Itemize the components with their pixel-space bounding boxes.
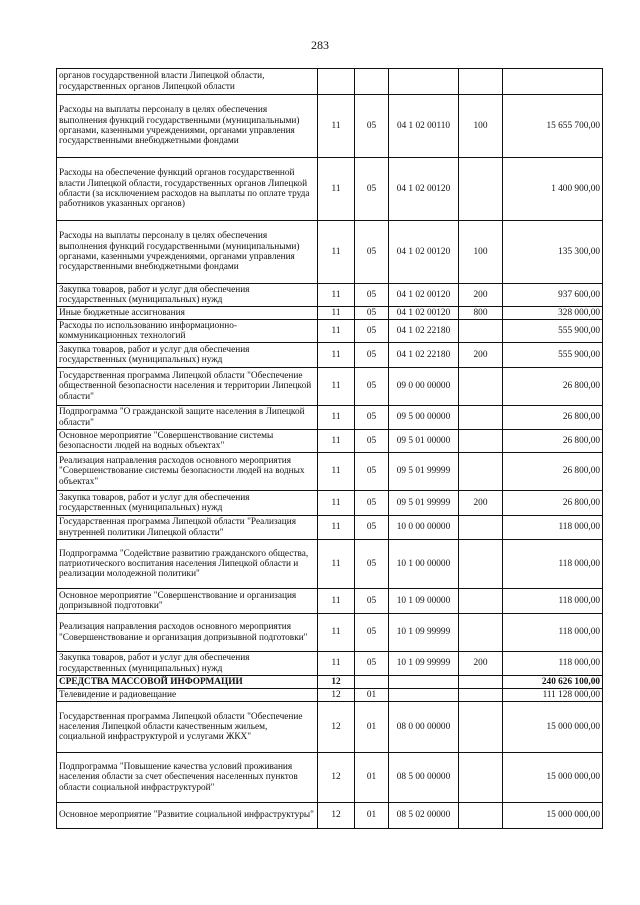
table-row: [57, 614, 603, 652]
target-article-cell: 10 1 09 99999: [389, 614, 459, 652]
expense-type-cell: [459, 676, 503, 689]
section-cell: 11: [318, 95, 355, 158]
subsection-cell: 05: [355, 368, 389, 406]
expense-name-cell: Основное мероприятие "Развитие социальной инфраструктуры": [57, 803, 318, 829]
subsection-cell: 05: [355, 430, 389, 453]
section-cell: 11: [318, 221, 355, 284]
table-row: [57, 491, 603, 516]
target-article-cell: [389, 69, 459, 95]
target-article-cell: 08 5 02 00000: [389, 803, 459, 829]
subsection-cell: 05: [355, 589, 389, 614]
expense-type-cell: 200: [459, 343, 503, 368]
table-row: [57, 69, 603, 95]
subsection-cell: 05: [355, 284, 389, 307]
target-article-cell: 04 1 02 00120: [389, 221, 459, 284]
table-row: [57, 406, 603, 430]
target-article-cell: 08 5 00 00000: [389, 753, 459, 803]
expense-name-cell: Государственная программа Липецкой области "Обеспечение общественной безопасности населения и территории Липецкой области": [57, 368, 318, 406]
table-row: [57, 320, 603, 343]
table-row: [57, 307, 603, 320]
target-article-cell: 04 1 02 00120: [389, 158, 459, 221]
target-article-cell: [389, 676, 459, 689]
target-article-cell: 08 0 00 00000: [389, 702, 459, 753]
amount-cell: 328 000,00: [503, 307, 603, 320]
table-row: [57, 803, 603, 829]
subsection-cell: 05: [355, 158, 389, 221]
section-cell: 11: [318, 343, 355, 368]
target-article-cell: 09 5 01 99999: [389, 453, 459, 491]
amount-cell: 135 300,00: [503, 221, 603, 284]
expense-name-cell: Основное мероприятие "Совершенствование системы безопасности людей на водных объектах": [57, 430, 318, 453]
amount-cell: 26 800,00: [503, 453, 603, 491]
expense-name-cell: Закупка товаров, работ и услуг для обеспечения государственных (муниципальных) нужд: [57, 652, 318, 676]
amount-cell: 555 900,00: [503, 343, 603, 368]
section-cell: 12: [318, 702, 355, 753]
expense-type-cell: [459, 158, 503, 221]
expense-type-cell: [459, 320, 503, 343]
section-cell: 11: [318, 614, 355, 652]
expense-type-cell: [459, 803, 503, 829]
subsection-cell: 01: [355, 689, 389, 702]
expense-type-cell: [459, 406, 503, 430]
target-article-cell: 09 5 01 00000: [389, 430, 459, 453]
amount-cell: 118 000,00: [503, 652, 603, 676]
expense-type-cell: 100: [459, 221, 503, 284]
section-cell: 11: [318, 453, 355, 491]
expense-type-cell: 200: [459, 284, 503, 307]
expense-type-cell: [459, 540, 503, 589]
target-article-cell: 04 1 02 22180: [389, 343, 459, 368]
section-cell: 11: [318, 491, 355, 516]
expense-name-cell: Иные бюджетные ассигнования: [57, 307, 318, 320]
table-row: [57, 589, 603, 614]
expense-name-cell: Расходы на выплаты персоналу в целях обеспечения выполнения функций государственными (муниципальными) органами, казенными учреждениями, органами управления государственными внебюджетными фондами: [57, 95, 318, 158]
expense-type-cell: [459, 430, 503, 453]
expense-type-cell: 100: [459, 95, 503, 158]
expense-type-cell: [459, 589, 503, 614]
subsection-cell: 05: [355, 95, 389, 158]
section-cell: 11: [318, 540, 355, 589]
expense-type-cell: [459, 689, 503, 702]
section-cell: 11: [318, 516, 355, 540]
amount-cell: 15 000 000,00: [503, 803, 603, 829]
target-article-cell: 10 1 00 00000: [389, 540, 459, 589]
table-row: [57, 516, 603, 540]
expense-name-cell: Подпрограмма "Содействие развитию гражданского общества, патриотического воспитания населения Липецкой области и реализации молодежной политики": [57, 540, 318, 589]
section-cell: 11: [318, 320, 355, 343]
expense-type-cell: [459, 753, 503, 803]
target-article-cell: 10 1 09 99999: [389, 652, 459, 676]
subsection-cell: [355, 676, 389, 689]
section-cell: 12: [318, 753, 355, 803]
subsection-cell: 05: [355, 343, 389, 368]
expense-name-cell: Расходы на обеспечение функций органов государственной власти Липецкой области, государственных органов Липецкой области (за исключением расходов на выплаты по оплате труда работников указанных органов): [57, 158, 318, 221]
section-cell: 11: [318, 307, 355, 320]
expense-type-cell: [459, 614, 503, 652]
subsection-cell: [355, 69, 389, 95]
table-row: [57, 343, 603, 368]
section-cell: 12: [318, 803, 355, 829]
table-row: [57, 158, 603, 221]
expense-name-cell: СРЕДСТВА МАССОВОЙ ИНФОРМАЦИИ: [57, 676, 318, 689]
section-cell: 12: [318, 676, 355, 689]
target-article-cell: 04 1 02 00110: [389, 95, 459, 158]
table-row: [57, 753, 603, 803]
subsection-cell: 05: [355, 320, 389, 343]
table-row: [57, 453, 603, 491]
expense-name-cell: Телевидение и радиовещание: [57, 689, 318, 702]
section-cell: 11: [318, 589, 355, 614]
expense-type-cell: [459, 516, 503, 540]
amount-cell: 26 800,00: [503, 491, 603, 516]
target-article-cell: 10 1 09 00000: [389, 589, 459, 614]
table-row: [57, 430, 603, 453]
table-row: [57, 652, 603, 676]
target-article-cell: 04 1 02 00120: [389, 307, 459, 320]
amount-cell: [503, 69, 603, 95]
subsection-cell: 01: [355, 803, 389, 829]
subsection-cell: 05: [355, 491, 389, 516]
expense-type-cell: [459, 368, 503, 406]
expense-name-cell: Государственная программа Липецкой области "Реализация внутренней политики Липецкой области": [57, 516, 318, 540]
subsection-cell: 05: [355, 406, 389, 430]
amount-cell: 555 900,00: [503, 320, 603, 343]
table-row: [57, 540, 603, 589]
amount-cell: 118 000,00: [503, 614, 603, 652]
expense-type-cell: [459, 453, 503, 491]
subsection-cell: 05: [355, 516, 389, 540]
page-number: 283: [311, 38, 329, 52]
expense-name-cell: Подпрограмма "Повышение качества условий проживания населения области за счет обеспечения населенных пунктов области социальной инфраструктурой": [57, 753, 318, 803]
expense-name-cell: Расходы по использованию информационно-коммуникационных технологий: [57, 320, 318, 343]
section-cell: 11: [318, 284, 355, 307]
target-article-cell: 09 5 01 99999: [389, 491, 459, 516]
subsection-cell: 05: [355, 540, 389, 589]
table-row: [57, 702, 603, 753]
table-row: [57, 95, 603, 158]
amount-cell: 26 800,00: [503, 430, 603, 453]
table-row: [57, 689, 603, 702]
target-article-cell: 04 1 02 22180: [389, 320, 459, 343]
expense-name-cell: Основное мероприятие "Совершенствование и организация допризывной подготовки": [57, 589, 318, 614]
subsection-cell: 05: [355, 614, 389, 652]
expense-type-cell: 200: [459, 652, 503, 676]
expense-type-cell: [459, 69, 503, 95]
table-row: [57, 284, 603, 307]
budget-table: [56, 68, 603, 829]
table-row: [57, 676, 603, 689]
amount-cell: 118 000,00: [503, 516, 603, 540]
target-article-cell: [389, 689, 459, 702]
section-cell: 11: [318, 430, 355, 453]
subsection-cell: 05: [355, 453, 389, 491]
expense-name-cell: Подпрограмма "О гражданской защите населения в Липецкой области": [57, 406, 318, 430]
subsection-cell: 05: [355, 221, 389, 284]
table-body: [57, 69, 603, 829]
table-row: [57, 368, 603, 406]
target-article-cell: 09 5 00 00000: [389, 406, 459, 430]
amount-cell: 15 000 000,00: [503, 702, 603, 753]
amount-cell: 26 800,00: [503, 406, 603, 430]
expense-type-cell: 800: [459, 307, 503, 320]
section-cell: 11: [318, 406, 355, 430]
expense-type-cell: 200: [459, 491, 503, 516]
section-cell: 11: [318, 368, 355, 406]
amount-cell: 118 000,00: [503, 540, 603, 589]
expense-name-cell: Расходы на выплаты персоналу в целях обеспечения выполнения функций государственными (муниципальными) органами, казенными учреждениями, органами управления государственными внебюджетными фондами: [57, 221, 318, 284]
target-article-cell: 10 0 00 00000: [389, 516, 459, 540]
expense-name-cell: Государственная программа Липецкой области "Обеспечение населения Липецкой области качественным жильем, социальной инфраструктурой и услугами ЖКХ": [57, 702, 318, 753]
subsection-cell: 01: [355, 702, 389, 753]
expense-type-cell: [459, 702, 503, 753]
section-cell: 11: [318, 652, 355, 676]
amount-cell: 111 128 000,00: [503, 689, 603, 702]
amount-cell: 937 600,00: [503, 284, 603, 307]
target-article-cell: 09 0 00 00000: [389, 368, 459, 406]
amount-cell: 15 000 000,00: [503, 753, 603, 803]
subsection-cell: 05: [355, 307, 389, 320]
amount-cell: 240 626 100,00: [503, 676, 603, 689]
section-cell: [318, 69, 355, 95]
amount-cell: 1 400 900,00: [503, 158, 603, 221]
amount-cell: 26 800,00: [503, 368, 603, 406]
section-cell: 12: [318, 689, 355, 702]
table-row: [57, 221, 603, 284]
expense-name-cell: Закупка товаров, работ и услуг для обеспечения государственных (муниципальных) нужд: [57, 284, 318, 307]
expense-name-cell: органов государственной власти Липецкой области, государственных органов Липецкой области: [57, 69, 318, 95]
target-article-cell: 04 1 02 00120: [389, 284, 459, 307]
amount-cell: 118 000,00: [503, 589, 603, 614]
expense-name-cell: Реализация направления расходов основного мероприятия "Совершенствование и организация допризывной подготовки": [57, 614, 318, 652]
expense-name-cell: Реализация направления расходов основного мероприятия "Совершенствование системы безопасности людей на водных объектах": [57, 453, 318, 491]
expense-name-cell: Закупка товаров, работ и услуг для обеспечения государственных (муниципальных) нужд: [57, 491, 318, 516]
amount-cell: 15 655 700,00: [503, 95, 603, 158]
section-cell: 11: [318, 158, 355, 221]
subsection-cell: 01: [355, 753, 389, 803]
subsection-cell: 05: [355, 652, 389, 676]
expense-name-cell: Закупка товаров, работ и услуг для обеспечения государственных (муниципальных) нужд: [57, 343, 318, 368]
